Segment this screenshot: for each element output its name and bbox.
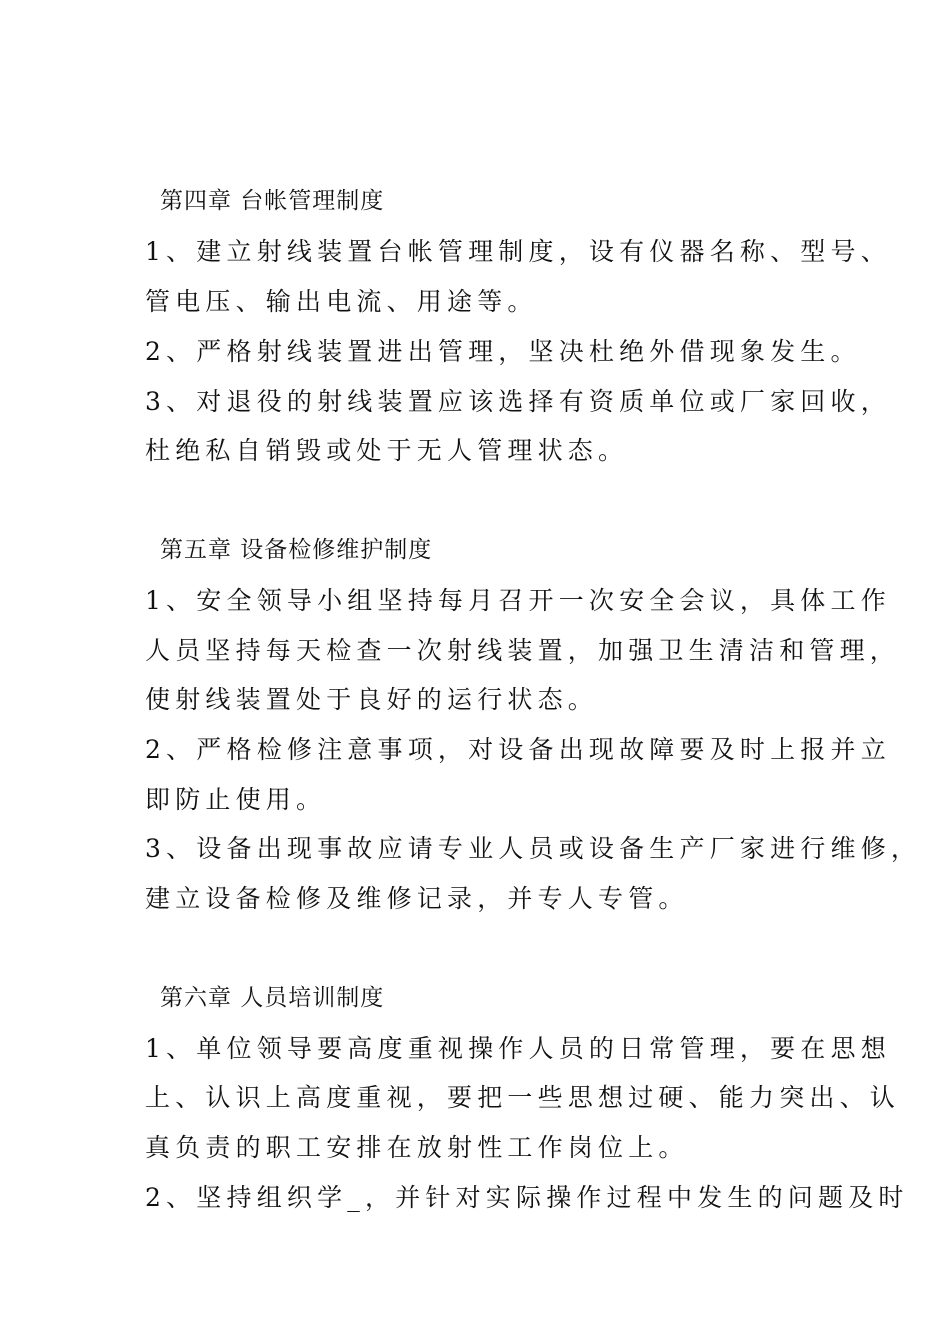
chapter-5-line-4: 2、严格检修注意事项，对设备出现故障要及时上报并立 [145, 735, 891, 764]
chapter-6-line-2: 上、认识上高度重视，要把一些思想过硬、能力突出、认 [145, 1083, 901, 1112]
chapter-6-line-4: 2、坚持组织学_，并针对实际操作过程中发生的问题及时 [145, 1183, 909, 1212]
chapter-5-line-5: 即防止使用。 [145, 785, 327, 814]
chapter-4-line-4: 3、对退役的射线装置应该选择有资质单位或厂家回收， [145, 387, 891, 416]
chapter-6-line-1: 1、单位领导要高度重视操作人员的日常管理，要在思想 [145, 1034, 891, 1063]
chapter-4-line-3: 2、严格射线装置进出管理，坚决杜绝外借现象发生。 [145, 337, 861, 366]
chapter-6-line-3: 真负责的职工安排在放射性工作岗位上。 [145, 1133, 689, 1162]
chapter-5-line-1: 1、安全领导小组坚持每月召开一次安全会议，具体工作 [145, 586, 891, 615]
chapter-4-heading: 第四章 台帐管理制度 [160, 188, 385, 214]
chapter-4-line-2: 管电压、输出电流、用途等。 [145, 287, 538, 316]
chapter-6-heading: 第六章 人员培训制度 [160, 985, 385, 1011]
chapter-5-line-3: 使射线装置处于良好的运行状态。 [145, 685, 599, 714]
chapter-4-line-5: 杜绝私自销毁或处于无人管理状态。 [145, 436, 629, 465]
chapter-5-line-6: 3、设备出现事故应请专业人员或设备生产厂家进行维修， [145, 834, 922, 863]
chapter-5-heading: 第五章 设备检修维护制度 [160, 537, 433, 563]
chapter-4-line-1: 1、建立射线装置台帐管理制度，设有仪器名称、型号、 [145, 237, 891, 266]
chapter-5-line-7: 建立设备检修及维修记录，并专人专管。 [145, 884, 689, 913]
chapter-5-line-2: 人员坚持每天检查一次射线装置，加强卫生清洁和管理， [145, 636, 901, 665]
